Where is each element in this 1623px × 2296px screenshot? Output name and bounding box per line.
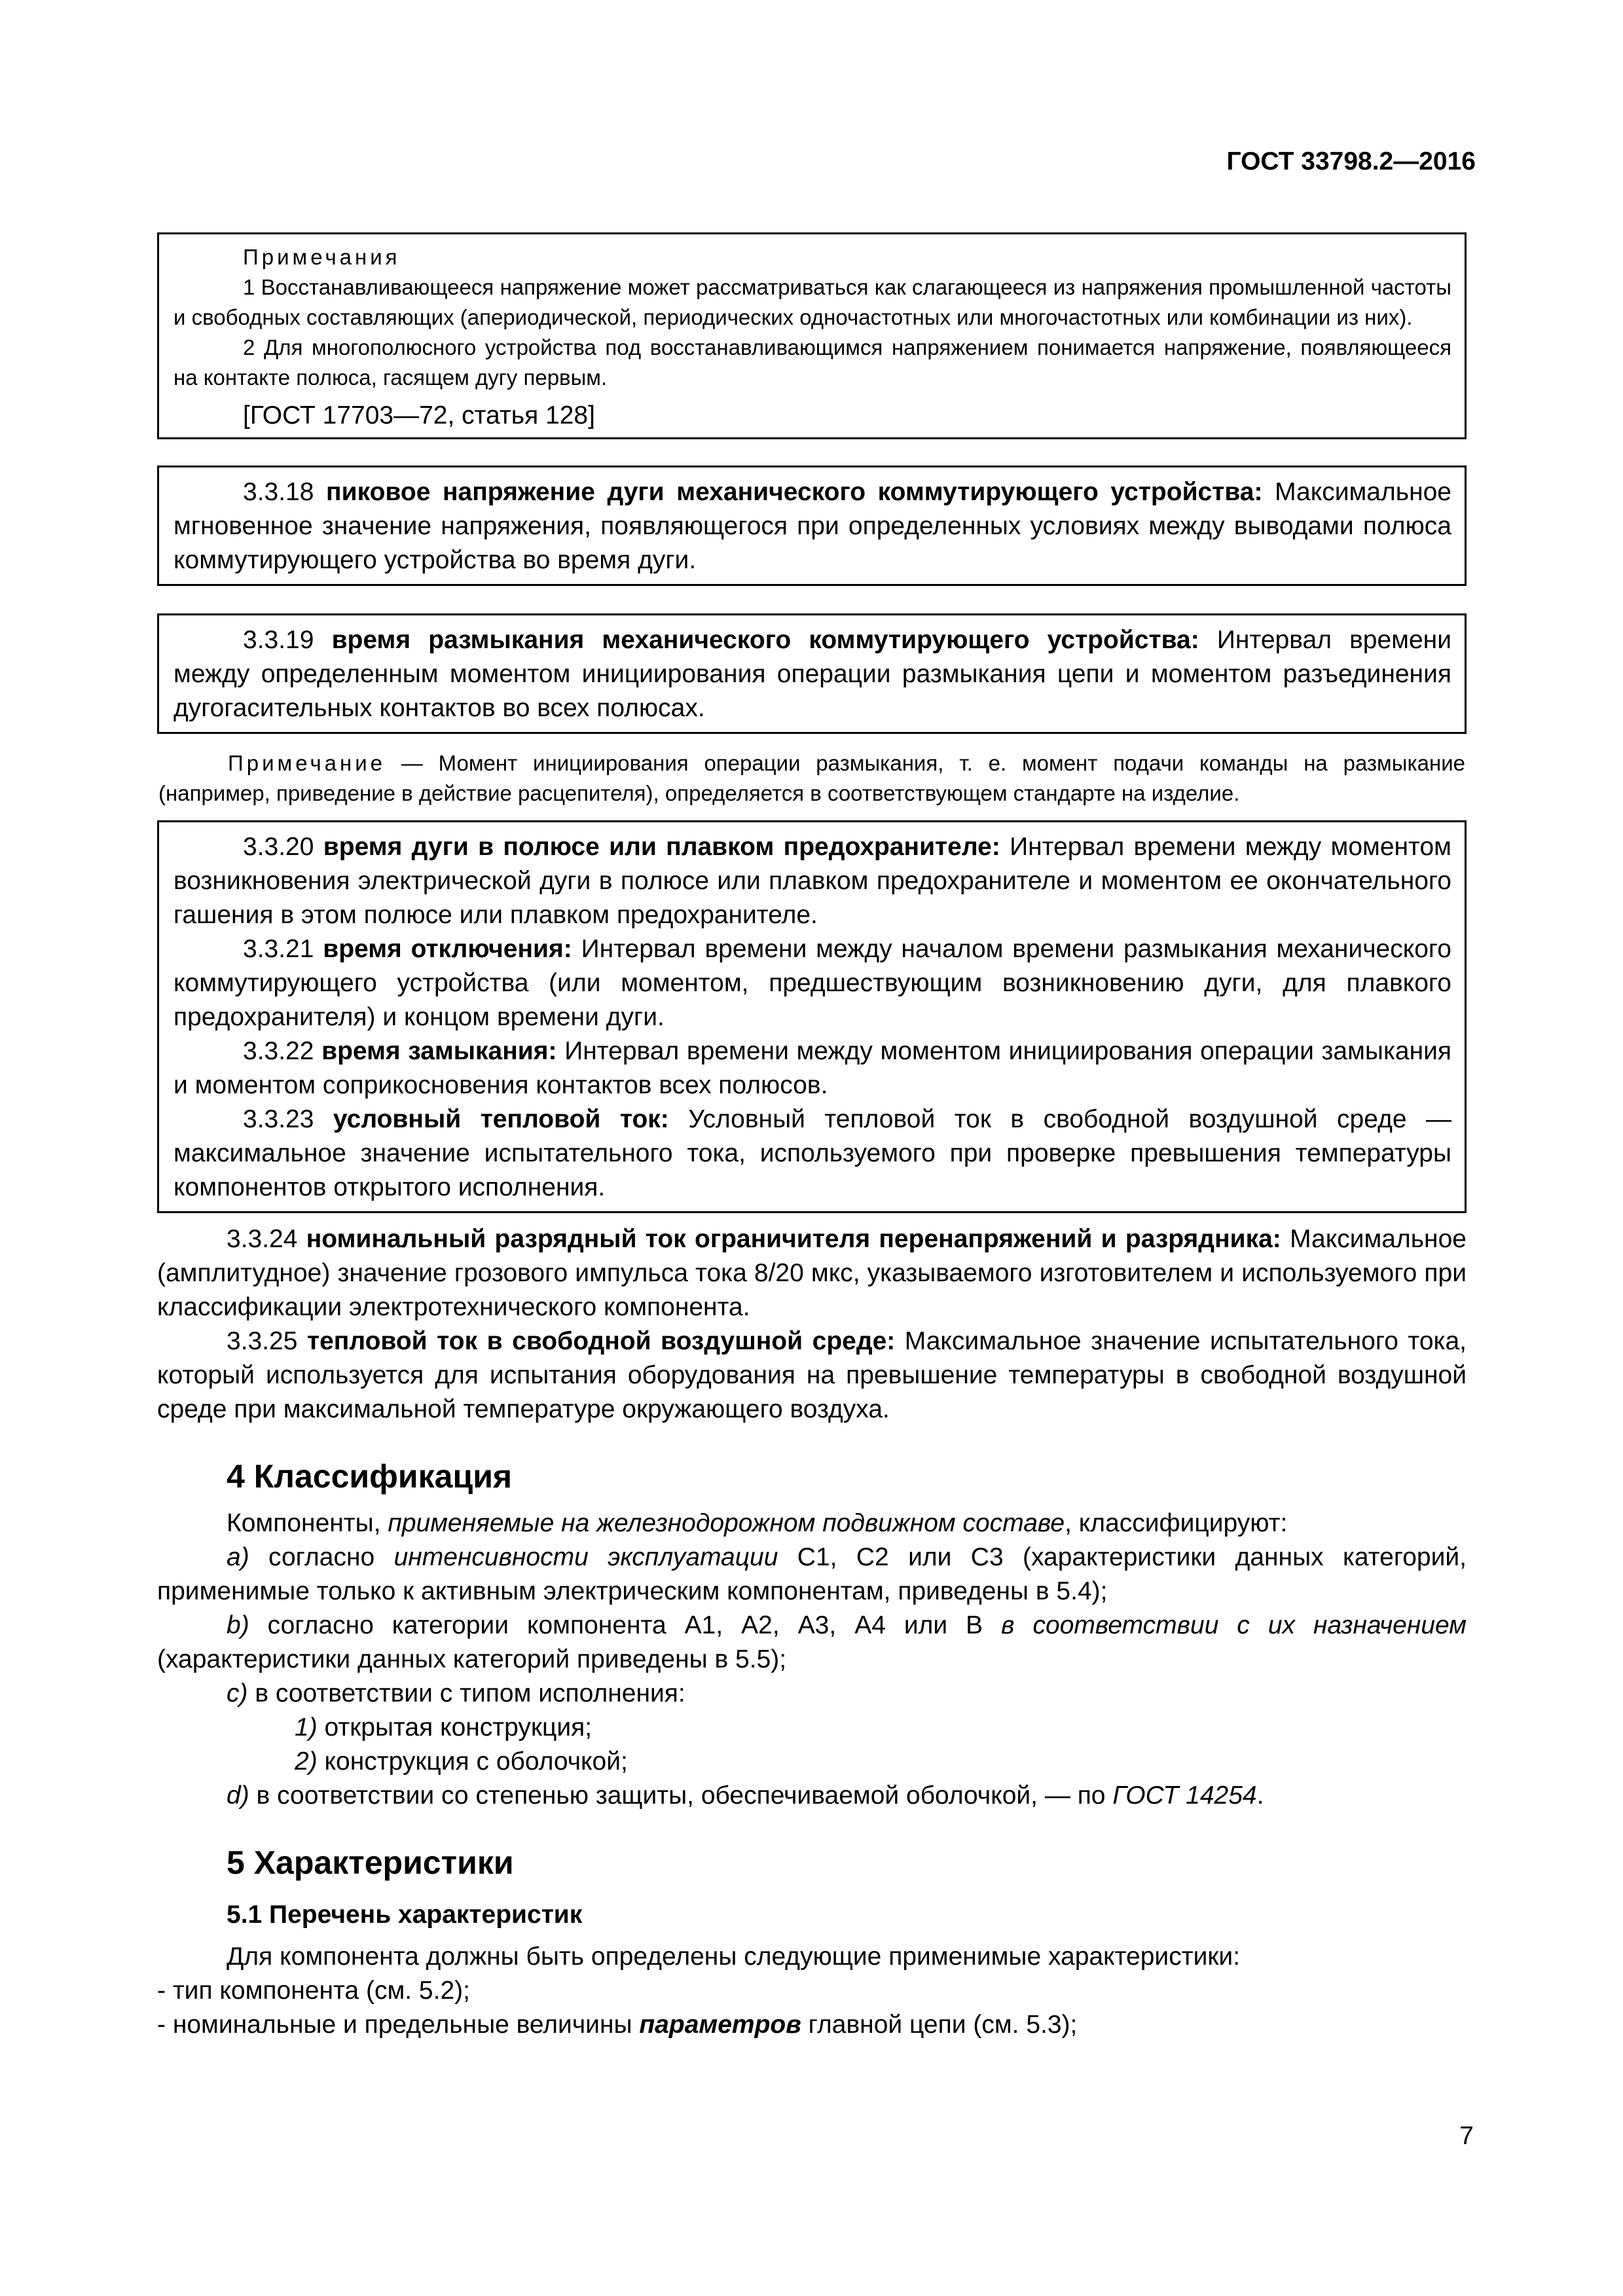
term-definition: Интервал времени между определенным моментом инициирования операции размыкания цепи и моментом разъединения дугогасительных контактов во всех полюсах.: [173, 626, 1451, 722]
characteristic-item-1: - тип компонента (см. 5.2);: [157, 1977, 470, 2005]
note-2: 2 Для многополюсного устройства под восстанавливающимся напряжением понимается напряжение, появляющееся на контакте полюса, гасящем дугу первым.: [173, 335, 1451, 390]
section-5-intro: Для компонента должны быть определены следующие применимые характеристики:: [227, 1942, 1241, 1971]
section-5-heading: 5 Характеристики: [227, 1844, 514, 1881]
list-item-a: а) согласно интенсивности эксплуатации С1, С2 или С3 (характеристики данных категорий, применимые только к активным электрическим компонентам, приведены в 5.4);: [157, 1543, 1467, 1605]
term-name: время отключения:: [323, 935, 572, 963]
notes-title: Примечания: [243, 245, 401, 269]
term-definition: Максимальное мгновенное значение напряжения, появляющегося при определенных условиях между выводами полюса коммутирующего устройства во время дуги.: [173, 478, 1451, 574]
term-box-3-3-19: [157, 613, 1467, 734]
term-box-3-3-18: [157, 465, 1467, 586]
list-item-c: с) в соответствии с типом исполнения:: [227, 1679, 685, 1707]
note-text: — Момент инициирования операции размыкания, т. е. момент подачи команды на размыкание (например, приведение в действие расцепителя), определяется в соответствующем стандарте на изделие.: [158, 751, 1465, 805]
note-1: 1 Восстанавливающееся напряжение может рассматриваться как слагающееся из напряжения промышленной частоты и свободных составляющих (апериодической, периодических одночастотных или многочастотных или комбинации из них).: [173, 275, 1451, 329]
term-number: 3.3.21: [243, 935, 314, 963]
term-box-3-3-20-23: [157, 820, 1467, 1213]
page-number: 7: [1459, 2122, 1474, 2150]
term-3-3-23: [173, 1102, 1451, 1205]
term-definition: Максимальное (амплитудное) значение грозового импульса тока 8/20 мкс, указываемого изготовителем и используемого при классификации электротехнического компонента.: [157, 1225, 1467, 1321]
section-4-heading: 4 Классификация: [227, 1458, 513, 1495]
subsection-5-1-heading: 5.1 Перечень характеристик: [227, 1901, 583, 1929]
term-name: время размыкания механического коммутирующего устройства:: [331, 626, 1199, 654]
term-name: условный тепловой ток:: [333, 1105, 669, 1133]
note-3-3-19: [157, 748, 1467, 809]
page-content: [157, 232, 1467, 2042]
term-3-3-21: [173, 932, 1451, 1034]
note-label: Примечание: [228, 751, 386, 775]
term-definition: Интервал времени между моментом инициирования операции замыкания и моментом соприкосновения контактов всех полюсов.: [173, 1037, 1452, 1099]
term-definition: Интервал времени между началом времени размыкания механического коммутирующего устройства (или моментом, предшествующим возникновению дуги, для плавкого предохранителя) и концом времени дуги.: [173, 935, 1451, 1031]
list-item-b: b) согласно категории компонента А1, А2, А3, А4 или В в соответствии с их назначением (характеристики данных категорий приведены в 5.5);: [157, 1611, 1467, 1673]
standard-code-header: ГОСТ 33798.2—2016: [1226, 147, 1476, 175]
terms-3-3-24-25: [157, 1222, 1467, 1427]
term-name: тепловой ток в свободной воздушной среде:: [306, 1327, 896, 1355]
term-3-3-18: [173, 475, 1451, 577]
term-3-3-24: [157, 1222, 1467, 1324]
list-item-c2: 2) конструкция с оболочкой;: [295, 1747, 628, 1776]
term-definition: Интервал времени между моментом возникновения электрической дуги в полюсе или плавком предохранителе и моментом ее окончательного гашения в этом полюсе или плавком предохранителе.: [173, 833, 1451, 929]
term-name: номинальный разрядный ток ограничителя перенапряжений и разрядника:: [306, 1225, 1281, 1253]
characteristic-item-2: - номинальные и предельные величины параметров главной цепи (см. 5.3);: [157, 2011, 1078, 2039]
term-name: пиковое напряжение дуги механического коммутирующего устройства:: [326, 478, 1263, 506]
term-definition: Условный тепловой ток в свободной воздушной среде — максимальное значение испытательного тока, используемого при проверке превышения температуры компонентов открытого исполнения.: [173, 1105, 1451, 1201]
term-3-3-25: [157, 1324, 1467, 1427]
term-number: 3.3.20: [243, 833, 314, 861]
term-number: 3.3.19: [243, 626, 314, 654]
term-number: 3.3.25: [227, 1327, 298, 1355]
section-4-intro: Компоненты, применяемые на железнодорожном подвижном составе, классифицируют:: [227, 1509, 1288, 1537]
term-3-3-19: [173, 623, 1451, 725]
notes-box: [157, 232, 1467, 439]
source-reference: [ГОСТ 17703—72, статья 128]: [243, 401, 595, 429]
term-number: 3.3.18: [243, 478, 314, 506]
term-3-3-22: [173, 1034, 1451, 1102]
list-item-d: d) в соответствии со степенью защиты, обеспечиваемой оболочкой, — по ГОСТ 14254.: [227, 1781, 1264, 1810]
term-name: время дуги в полюсе или плавком предохранителе:: [323, 833, 1000, 861]
term-number: 3.3.23: [243, 1105, 314, 1133]
term-definition: Максимальное значение испытательного тока, который используется для испытания оборудования на превышение температуры в свободной воздушной среде при максимальной температуре окружающего воздуха.: [157, 1327, 1467, 1423]
term-3-3-20: [173, 830, 1451, 932]
term-number: 3.3.24: [227, 1225, 298, 1253]
term-number: 3.3.22: [243, 1037, 314, 1065]
term-name: время замыкания:: [321, 1037, 557, 1065]
list-item-c1: 1) открытая конструкция;: [295, 1713, 593, 1741]
